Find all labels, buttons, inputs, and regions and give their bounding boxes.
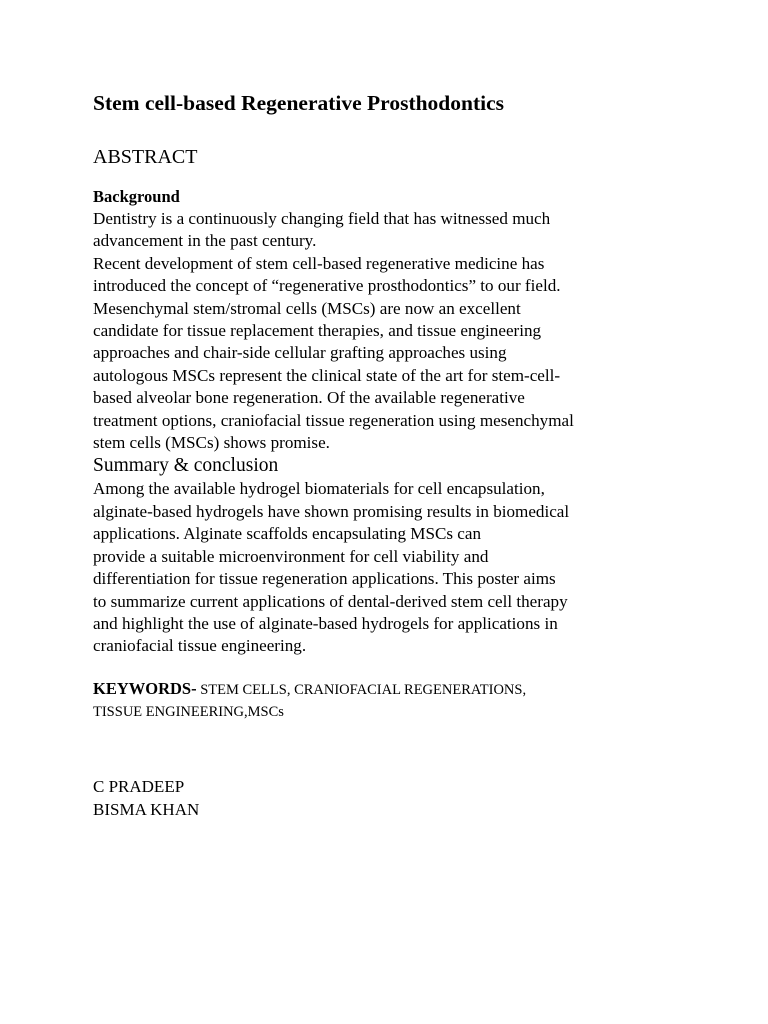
summary-line: to summarize current applications of dental-derived stem cell therapy (93, 591, 568, 611)
background-line: Recent development of stem cell-based regenerative medicine has (93, 253, 545, 273)
authors-block (93, 775, 693, 821)
background-line: based alveolar bone regeneration. Of the available regenerative (93, 388, 525, 408)
summary-paragraph (93, 478, 693, 657)
abstract-heading: ABSTRACT (93, 146, 198, 168)
background-line: approaches and chair-side cellular grafting approaches using (93, 343, 507, 363)
summary-line: applications. Alginate scaffolds encapsulating MSCs can (93, 524, 482, 544)
summary-heading: Summary & conclusion (93, 455, 279, 477)
keywords-text-2: TISSUE ENGINEERING,MSCs (93, 703, 284, 720)
keywords-text-1: STEM CELLS, CRANIOFACIAL REGENERATIONS, (196, 681, 527, 698)
background-line: Mesenchymal stem/stromal cells (MSCs) are now an excellent (93, 298, 521, 318)
background-line: treatment options, craniofacial tissue regeneration using mesenchymal (93, 410, 574, 430)
author-name: BISMA KHAN (93, 799, 200, 819)
summary-line: craniofacial tissue engineering. (93, 636, 307, 656)
background-line: advancement in the past century. (93, 231, 317, 251)
summary-line: and highlight the use of alginate-based hydrogels for applications in (93, 613, 558, 633)
author-name: C PRADEEP (93, 776, 185, 796)
keywords-line-1 (93, 678, 693, 701)
document-page (93, 86, 693, 821)
background-line: candidate for tissue replacement therapies, and tissue engineering (93, 321, 542, 341)
background-line: Dentistry is a continuously changing field that has witnessed much (93, 209, 551, 228)
background-heading: Background (93, 187, 180, 206)
summary-line: differentiation for tissue regeneration applications. This poster aims (93, 569, 556, 589)
summary-line: Among the available hydrogel biomaterials for cell encapsulation, (93, 479, 545, 499)
keywords-label: KEYWORDS- (93, 678, 197, 698)
background-line: autologous MSCs represent the clinical state of the art for stem-cell- (93, 365, 561, 385)
document-title: Stem cell-based Regenerative Prosthodontics (93, 91, 505, 115)
background-line: stem cells (MSCs) shows promise. (93, 433, 330, 453)
background-line: introduced the concept of “regenerative prosthodontics” to our field. (93, 276, 561, 296)
summary-line: provide a suitable microenvironment for cell viability and (93, 546, 489, 566)
background-paragraph (93, 208, 693, 454)
summary-line: alginate-based hydrogels have shown promising results in biomedical (93, 501, 570, 521)
keywords-block (93, 678, 693, 723)
